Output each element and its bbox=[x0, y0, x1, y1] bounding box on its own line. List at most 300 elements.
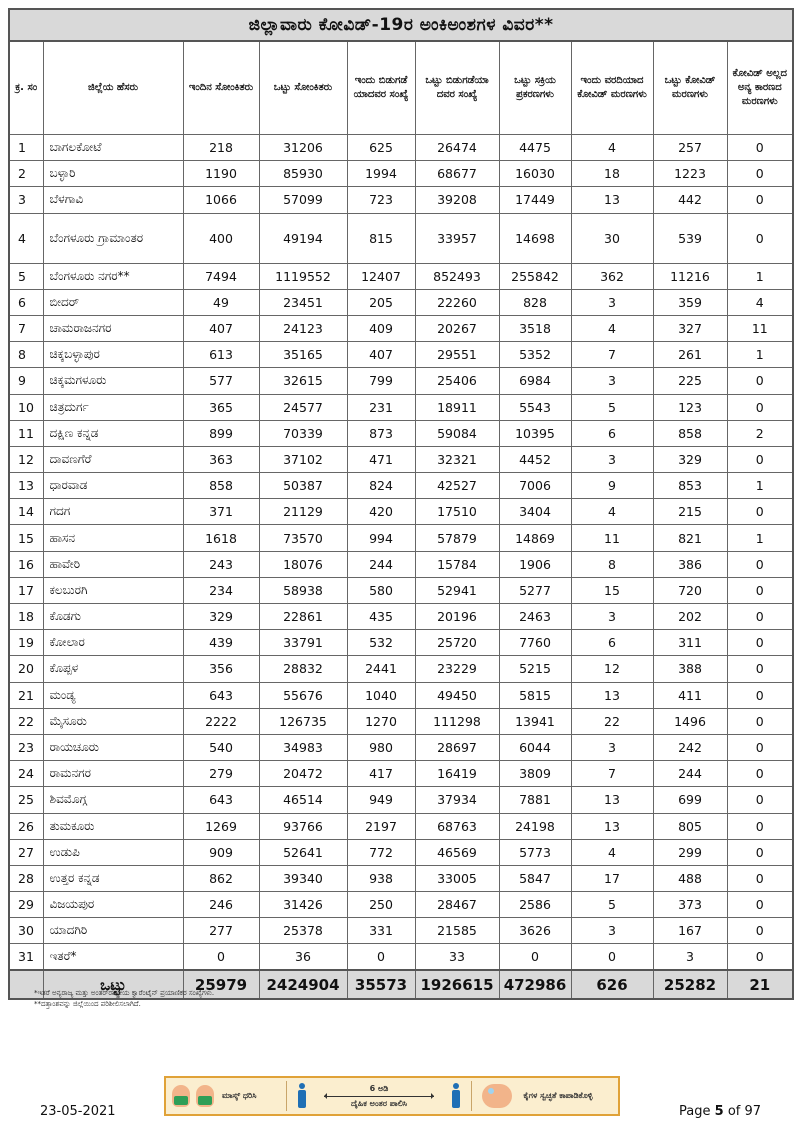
table-row bbox=[9, 446, 793, 472]
row-total-cases: 25378 bbox=[259, 918, 347, 944]
row-serial: 22 bbox=[9, 708, 43, 734]
table-row bbox=[9, 161, 793, 187]
row-total-deaths: 329 bbox=[653, 446, 727, 472]
row-today-deaths: 4 bbox=[571, 135, 653, 161]
header-today-deaths: ಇಂದು ವರದಿಯಾದ ಕೋವಿಡ್ ಮರಣಗಳು bbox=[571, 41, 653, 135]
row-today-discharged: 625 bbox=[347, 135, 415, 161]
banner-hands-section bbox=[472, 1078, 618, 1114]
row-total-discharged: 49450 bbox=[415, 682, 499, 708]
row-non-covid-deaths: 0 bbox=[727, 761, 793, 787]
row-non-covid-deaths: 1 bbox=[727, 473, 793, 499]
row-active-cases: 5773 bbox=[499, 839, 571, 865]
row-serial: 16 bbox=[9, 551, 43, 577]
row-today-discharged: 409 bbox=[347, 315, 415, 341]
row-today-discharged: 471 bbox=[347, 446, 415, 472]
banner-mask-text: ಮಾಸ್ಕ್ ಧರಿಸಿ bbox=[222, 1091, 257, 1100]
row-today-cases: 1269 bbox=[183, 813, 259, 839]
row-active-cases: 5815 bbox=[499, 682, 571, 708]
masked-face-icon bbox=[196, 1085, 214, 1107]
row-today-deaths: 6 bbox=[571, 630, 653, 656]
row-today-cases: 858 bbox=[183, 473, 259, 499]
row-non-covid-deaths: 0 bbox=[727, 394, 793, 420]
row-active-cases: 255842 bbox=[499, 263, 571, 289]
row-total-cases: 20472 bbox=[259, 761, 347, 787]
row-total-discharged: 20196 bbox=[415, 604, 499, 630]
row-district: ಹಾಸನ bbox=[43, 525, 183, 551]
row-total-discharged: 21585 bbox=[415, 918, 499, 944]
row-today-deaths: 30 bbox=[571, 213, 653, 263]
row-today-cases: 365 bbox=[183, 394, 259, 420]
row-total-discharged: 68763 bbox=[415, 813, 499, 839]
row-total-cases: 32615 bbox=[259, 368, 347, 394]
row-total-deaths: 720 bbox=[653, 577, 727, 603]
row-total-discharged: 26474 bbox=[415, 135, 499, 161]
row-today-discharged: 1994 bbox=[347, 161, 415, 187]
header-today-discharged: ಇಂದು ಬಿಡುಗಡೆ ಯಾದವರ ಸಂಖ್ಯೆ bbox=[347, 41, 415, 135]
row-total-discharged: 852493 bbox=[415, 263, 499, 289]
row-today-discharged: 244 bbox=[347, 551, 415, 577]
row-non-covid-deaths: 0 bbox=[727, 787, 793, 813]
table-row bbox=[9, 499, 793, 525]
row-total-discharged: 25720 bbox=[415, 630, 499, 656]
row-serial: 5 bbox=[9, 263, 43, 289]
row-non-covid-deaths: 2 bbox=[727, 420, 793, 446]
row-today-deaths: 12 bbox=[571, 656, 653, 682]
row-total-cases: 31206 bbox=[259, 135, 347, 161]
row-active-cases: 0 bbox=[499, 944, 571, 970]
row-district: ಮಂಡ್ಯ bbox=[43, 682, 183, 708]
page-indicator bbox=[679, 1104, 761, 1119]
table-row bbox=[9, 708, 793, 734]
row-today-cases: 407 bbox=[183, 315, 259, 341]
row-non-covid-deaths: 0 bbox=[727, 656, 793, 682]
row-serial: 15 bbox=[9, 525, 43, 551]
row-total-deaths: 123 bbox=[653, 394, 727, 420]
row-today-cases: 899 bbox=[183, 420, 259, 446]
row-district: ಉತ್ತರ ಕನ್ನಡ bbox=[43, 865, 183, 891]
row-serial: 6 bbox=[9, 289, 43, 315]
row-today-deaths: 13 bbox=[571, 187, 653, 213]
row-total-discharged: 52941 bbox=[415, 577, 499, 603]
row-total-discharged: 33005 bbox=[415, 865, 499, 891]
row-today-deaths: 3 bbox=[571, 918, 653, 944]
row-total-discharged: 18911 bbox=[415, 394, 499, 420]
row-total-cases: 33791 bbox=[259, 630, 347, 656]
row-active-cases: 2586 bbox=[499, 892, 571, 918]
row-district: ವಿಜಯಪುರ bbox=[43, 892, 183, 918]
totals-total-deaths: 25282 bbox=[653, 970, 727, 999]
covid-guidelines-banner bbox=[164, 1076, 620, 1116]
row-today-discharged: 723 bbox=[347, 187, 415, 213]
row-district: ಚಿಕ್ಕಬಳ್ಳಾಪುರ bbox=[43, 342, 183, 368]
row-total-discharged: 28697 bbox=[415, 734, 499, 760]
row-today-discharged: 250 bbox=[347, 892, 415, 918]
row-today-discharged: 949 bbox=[347, 787, 415, 813]
row-total-deaths: 202 bbox=[653, 604, 727, 630]
row-district: ರಾಯಚೂರು bbox=[43, 734, 183, 760]
row-today-cases: 400 bbox=[183, 213, 259, 263]
row-today-deaths: 6 bbox=[571, 420, 653, 446]
row-today-discharged: 331 bbox=[347, 918, 415, 944]
row-today-cases: 277 bbox=[183, 918, 259, 944]
table-row bbox=[9, 473, 793, 499]
row-total-deaths: 442 bbox=[653, 187, 727, 213]
hand-wash-icon bbox=[482, 1084, 512, 1108]
row-today-discharged: 994 bbox=[347, 525, 415, 551]
row-total-discharged: 46569 bbox=[415, 839, 499, 865]
row-total-cases: 31426 bbox=[259, 892, 347, 918]
table-row bbox=[9, 368, 793, 394]
row-today-deaths: 11 bbox=[571, 525, 653, 551]
row-active-cases: 14869 bbox=[499, 525, 571, 551]
row-total-deaths: 1496 bbox=[653, 708, 727, 734]
row-active-cases: 3404 bbox=[499, 499, 571, 525]
row-serial: 28 bbox=[9, 865, 43, 891]
banner-mask-section bbox=[166, 1078, 286, 1114]
row-total-discharged: 23229 bbox=[415, 656, 499, 682]
table-body bbox=[9, 135, 793, 971]
row-today-cases: 2222 bbox=[183, 708, 259, 734]
row-today-cases: 540 bbox=[183, 734, 259, 760]
row-today-discharged: 420 bbox=[347, 499, 415, 525]
row-serial: 10 bbox=[9, 394, 43, 420]
row-today-discharged: 938 bbox=[347, 865, 415, 891]
report-date: 23-05-2021 bbox=[40, 1104, 116, 1119]
row-serial: 24 bbox=[9, 761, 43, 787]
row-total-deaths: 11216 bbox=[653, 263, 727, 289]
row-total-deaths: 1223 bbox=[653, 161, 727, 187]
row-non-covid-deaths: 1 bbox=[727, 525, 793, 551]
row-district: ಬೀದರ್ bbox=[43, 289, 183, 315]
row-today-discharged: 815 bbox=[347, 213, 415, 263]
row-today-cases: 356 bbox=[183, 656, 259, 682]
row-today-discharged: 417 bbox=[347, 761, 415, 787]
row-district: ಬೆಳಗಾವಿ bbox=[43, 187, 183, 213]
row-total-discharged: 22260 bbox=[415, 289, 499, 315]
banner-hands-text: ಕೈಗಳ ಸ್ವಚ್ಛತೆ ಕಾಪಾಡಿಕೊಳ್ಳಿ bbox=[523, 1091, 593, 1100]
row-non-covid-deaths: 0 bbox=[727, 682, 793, 708]
row-today-cases: 613 bbox=[183, 342, 259, 368]
row-total-cases: 23451 bbox=[259, 289, 347, 315]
row-today-discharged: 2197 bbox=[347, 813, 415, 839]
row-today-discharged: 1270 bbox=[347, 708, 415, 734]
row-today-discharged: 824 bbox=[347, 473, 415, 499]
row-active-cases: 828 bbox=[499, 289, 571, 315]
row-district: ಕಲಬುರಗಿ bbox=[43, 577, 183, 603]
row-non-covid-deaths: 0 bbox=[727, 577, 793, 603]
row-total-discharged: 111298 bbox=[415, 708, 499, 734]
row-today-deaths: 15 bbox=[571, 577, 653, 603]
row-active-cases: 17449 bbox=[499, 187, 571, 213]
row-today-cases: 363 bbox=[183, 446, 259, 472]
row-serial: 27 bbox=[9, 839, 43, 865]
row-today-deaths: 13 bbox=[571, 682, 653, 708]
row-today-discharged: 0 bbox=[347, 944, 415, 970]
page-current: 5 bbox=[714, 1104, 724, 1119]
row-today-deaths: 4 bbox=[571, 839, 653, 865]
row-total-discharged: 32321 bbox=[415, 446, 499, 472]
row-total-discharged: 33 bbox=[415, 944, 499, 970]
banner-distance-value: 6 ಅಡಿ bbox=[369, 1083, 389, 1093]
row-total-cases: 28832 bbox=[259, 656, 347, 682]
row-district: ಬಾಗಲಕೋಟೆ bbox=[43, 135, 183, 161]
row-serial: 14 bbox=[9, 499, 43, 525]
row-total-deaths: 3 bbox=[653, 944, 727, 970]
row-today-cases: 218 bbox=[183, 135, 259, 161]
table-row bbox=[9, 394, 793, 420]
row-non-covid-deaths: 0 bbox=[727, 734, 793, 760]
row-non-covid-deaths: 0 bbox=[727, 918, 793, 944]
row-total-cases: 36 bbox=[259, 944, 347, 970]
table-row bbox=[9, 420, 793, 446]
row-non-covid-deaths: 0 bbox=[727, 551, 793, 577]
row-non-covid-deaths: 0 bbox=[727, 708, 793, 734]
row-serial: 3 bbox=[9, 187, 43, 213]
row-non-covid-deaths: 0 bbox=[727, 630, 793, 656]
row-today-cases: 0 bbox=[183, 944, 259, 970]
row-non-covid-deaths: 0 bbox=[727, 944, 793, 970]
row-today-cases: 1190 bbox=[183, 161, 259, 187]
header-total-discharged: ಒಟ್ಟು ಬಿಡುಗಡೆಯಾ ದವರ ಸಂಖ್ಯೆ bbox=[415, 41, 499, 135]
header-active-cases: ಒಟ್ಟು ಸಕ್ರಿಯ ಪ್ರಕರಣಗಳು bbox=[499, 41, 571, 135]
row-active-cases: 6044 bbox=[499, 734, 571, 760]
row-district: ರಾಮನಗರ bbox=[43, 761, 183, 787]
row-today-cases: 1618 bbox=[183, 525, 259, 551]
row-today-discharged: 205 bbox=[347, 289, 415, 315]
row-active-cases: 14698 bbox=[499, 213, 571, 263]
row-total-cases: 24577 bbox=[259, 394, 347, 420]
table-row bbox=[9, 892, 793, 918]
row-total-deaths: 411 bbox=[653, 682, 727, 708]
row-district: ಬೆಂಗಳೂರು ನಗರ** bbox=[43, 263, 183, 289]
row-total-discharged: 28467 bbox=[415, 892, 499, 918]
row-active-cases: 13941 bbox=[499, 708, 571, 734]
totals-total-cases: 2424904 bbox=[259, 970, 347, 999]
row-total-deaths: 242 bbox=[653, 734, 727, 760]
row-today-discharged: 532 bbox=[347, 630, 415, 656]
row-district: ಉಡುಪಿ bbox=[43, 839, 183, 865]
row-active-cases: 5215 bbox=[499, 656, 571, 682]
row-total-cases: 22861 bbox=[259, 604, 347, 630]
row-today-deaths: 3 bbox=[571, 368, 653, 394]
row-total-deaths: 373 bbox=[653, 892, 727, 918]
header-total-cases: ಒಟ್ಟು ಸೋಂಕಿತರು bbox=[259, 41, 347, 135]
row-total-discharged: 68677 bbox=[415, 161, 499, 187]
row-total-deaths: 261 bbox=[653, 342, 727, 368]
row-total-cases: 24123 bbox=[259, 315, 347, 341]
totals-today-discharged: 35573 bbox=[347, 970, 415, 999]
row-active-cases: 2463 bbox=[499, 604, 571, 630]
table-row bbox=[9, 734, 793, 760]
row-total-cases: 18076 bbox=[259, 551, 347, 577]
row-district: ತುಮಕೂರು bbox=[43, 813, 183, 839]
row-serial: 25 bbox=[9, 787, 43, 813]
row-non-covid-deaths: 1 bbox=[727, 263, 793, 289]
row-total-deaths: 359 bbox=[653, 289, 727, 315]
table-row bbox=[9, 577, 793, 603]
row-total-cases: 39340 bbox=[259, 865, 347, 891]
totals-today-deaths: 626 bbox=[571, 970, 653, 999]
masked-face-icon bbox=[172, 1085, 190, 1107]
row-active-cases: 24198 bbox=[499, 813, 571, 839]
row-active-cases: 10395 bbox=[499, 420, 571, 446]
row-total-discharged: 39208 bbox=[415, 187, 499, 213]
page-total: 97 bbox=[744, 1104, 762, 1119]
table-row bbox=[9, 761, 793, 787]
row-non-covid-deaths: 0 bbox=[727, 813, 793, 839]
row-today-cases: 862 bbox=[183, 865, 259, 891]
row-non-covid-deaths: 11 bbox=[727, 315, 793, 341]
row-today-discharged: 12407 bbox=[347, 263, 415, 289]
row-district: ಕೊಪ್ಪಳ bbox=[43, 656, 183, 682]
row-active-cases: 5277 bbox=[499, 577, 571, 603]
row-total-deaths: 215 bbox=[653, 499, 727, 525]
row-serial: 30 bbox=[9, 918, 43, 944]
row-total-discharged: 29551 bbox=[415, 342, 499, 368]
row-today-deaths: 7 bbox=[571, 761, 653, 787]
row-today-deaths: 3 bbox=[571, 604, 653, 630]
row-district: ಚಾಮರಾಜನಗರ bbox=[43, 315, 183, 341]
totals-active-cases: 472986 bbox=[499, 970, 571, 999]
header-today-cases: ಇಂದಿನ ಸೋಂಕಿತರು bbox=[183, 41, 259, 135]
row-today-deaths: 4 bbox=[571, 499, 653, 525]
row-non-covid-deaths: 0 bbox=[727, 368, 793, 394]
row-total-cases: 49194 bbox=[259, 213, 347, 263]
row-total-cases: 37102 bbox=[259, 446, 347, 472]
footnote-others: *ಇತರೆ ಅನ್ಯರಾಜ್ಯ ಮತ್ತು ಅಂತರ್‌ರಾಷ್ಟ್ರೀಯ ಕ್ವಾರೆಂಟೈನ್ ಪ್ರಯಾಣಿಕರ ಸಂಖ್ಯೆಗಳು. bbox=[34, 989, 215, 997]
row-today-cases: 439 bbox=[183, 630, 259, 656]
row-today-cases: 279 bbox=[183, 761, 259, 787]
row-active-cases: 3809 bbox=[499, 761, 571, 787]
row-total-deaths: 699 bbox=[653, 787, 727, 813]
row-total-discharged: 25406 bbox=[415, 368, 499, 394]
row-today-discharged: 231 bbox=[347, 394, 415, 420]
row-serial: 12 bbox=[9, 446, 43, 472]
header-non-covid-deaths: ಕೋವಿಡ್ ಅಲ್ಲದ ಅನ್ಯ ಕಾರಣದ ಮರಣಗಳು bbox=[727, 41, 793, 135]
table-row bbox=[9, 263, 793, 289]
row-serial: 21 bbox=[9, 682, 43, 708]
row-total-deaths: 539 bbox=[653, 213, 727, 263]
row-serial: 18 bbox=[9, 604, 43, 630]
row-today-cases: 643 bbox=[183, 787, 259, 813]
row-today-discharged: 2441 bbox=[347, 656, 415, 682]
row-serial: 11 bbox=[9, 420, 43, 446]
row-district: ದಕ್ಷಿಣ ಕನ್ನಡ bbox=[43, 420, 183, 446]
header-total-deaths: ಒಟ್ಟು ಕೋವಿಡ್ ಮರಣಗಳು bbox=[653, 41, 727, 135]
row-serial: 7 bbox=[9, 315, 43, 341]
page-of: of bbox=[727, 1104, 741, 1119]
table-row bbox=[9, 656, 793, 682]
header-row bbox=[9, 41, 793, 135]
row-serial: 17 bbox=[9, 577, 43, 603]
row-total-deaths: 488 bbox=[653, 865, 727, 891]
person-icon bbox=[450, 1083, 462, 1109]
table-row bbox=[9, 187, 793, 213]
row-total-cases: 52641 bbox=[259, 839, 347, 865]
row-today-deaths: 3 bbox=[571, 446, 653, 472]
row-non-covid-deaths: 0 bbox=[727, 604, 793, 630]
table-row bbox=[9, 342, 793, 368]
row-active-cases: 7760 bbox=[499, 630, 571, 656]
row-serial: 19 bbox=[9, 630, 43, 656]
row-total-deaths: 299 bbox=[653, 839, 727, 865]
row-non-covid-deaths: 0 bbox=[727, 187, 793, 213]
row-serial: 13 bbox=[9, 473, 43, 499]
row-today-discharged: 435 bbox=[347, 604, 415, 630]
row-total-discharged: 15784 bbox=[415, 551, 499, 577]
row-total-cases: 93766 bbox=[259, 813, 347, 839]
row-district: ಕೊಡಗು bbox=[43, 604, 183, 630]
banner-distance-section bbox=[287, 1078, 471, 1114]
row-active-cases: 5543 bbox=[499, 394, 571, 420]
report-sheet bbox=[8, 8, 792, 1000]
row-total-cases: 85930 bbox=[259, 161, 347, 187]
table-row bbox=[9, 135, 793, 161]
header-district: ಜಿಲ್ಲೆಯ ಹೆಸರು bbox=[43, 41, 183, 135]
table-row bbox=[9, 813, 793, 839]
footnote-verified: **ದತ್ತಾಂಶವನ್ನು ಜಿಲ್ಲೆಯಿಂದ ಪರಿಶೀಲಿಸಲಾಗಿದೆ. bbox=[34, 1000, 141, 1008]
row-today-discharged: 980 bbox=[347, 734, 415, 760]
row-district: ಯಾದಗಿರಿ bbox=[43, 918, 183, 944]
row-today-discharged: 772 bbox=[347, 839, 415, 865]
row-total-cases: 35165 bbox=[259, 342, 347, 368]
row-total-cases: 34983 bbox=[259, 734, 347, 760]
row-total-deaths: 327 bbox=[653, 315, 727, 341]
row-total-cases: 50387 bbox=[259, 473, 347, 499]
row-today-cases: 243 bbox=[183, 551, 259, 577]
row-total-cases: 46514 bbox=[259, 787, 347, 813]
row-total-discharged: 33957 bbox=[415, 213, 499, 263]
row-total-deaths: 388 bbox=[653, 656, 727, 682]
row-total-discharged: 57879 bbox=[415, 525, 499, 551]
row-total-cases: 55676 bbox=[259, 682, 347, 708]
table-row bbox=[9, 839, 793, 865]
row-active-cases: 5352 bbox=[499, 342, 571, 368]
row-non-covid-deaths: 0 bbox=[727, 135, 793, 161]
row-total-deaths: 853 bbox=[653, 473, 727, 499]
row-serial: 2 bbox=[9, 161, 43, 187]
footnotes bbox=[34, 988, 214, 1010]
row-today-deaths: 5 bbox=[571, 394, 653, 420]
row-district: ಹಾವೇರಿ bbox=[43, 551, 183, 577]
row-today-cases: 643 bbox=[183, 682, 259, 708]
distance-indicator bbox=[314, 1084, 444, 1109]
totals-non-covid-deaths: 21 bbox=[727, 970, 793, 999]
row-total-cases: 73570 bbox=[259, 525, 347, 551]
row-district: ಮೈಸೂರು bbox=[43, 708, 183, 734]
table-row bbox=[9, 315, 793, 341]
table-row bbox=[9, 682, 793, 708]
row-today-discharged: 407 bbox=[347, 342, 415, 368]
row-total-discharged: 42527 bbox=[415, 473, 499, 499]
row-today-deaths: 4 bbox=[571, 315, 653, 341]
row-serial: 1 bbox=[9, 135, 43, 161]
row-today-discharged: 873 bbox=[347, 420, 415, 446]
row-total-discharged: 37934 bbox=[415, 787, 499, 813]
row-serial: 9 bbox=[9, 368, 43, 394]
row-today-deaths: 3 bbox=[571, 734, 653, 760]
row-active-cases: 16030 bbox=[499, 161, 571, 187]
row-today-deaths: 9 bbox=[571, 473, 653, 499]
row-total-deaths: 257 bbox=[653, 135, 727, 161]
page-prefix: Page bbox=[679, 1104, 711, 1119]
person-icon bbox=[296, 1083, 308, 1109]
row-total-deaths: 167 bbox=[653, 918, 727, 944]
row-total-deaths: 386 bbox=[653, 551, 727, 577]
row-total-deaths: 225 bbox=[653, 368, 727, 394]
row-district: ಶಿವಮೊಗ್ಗ bbox=[43, 787, 183, 813]
row-non-covid-deaths: 0 bbox=[727, 839, 793, 865]
